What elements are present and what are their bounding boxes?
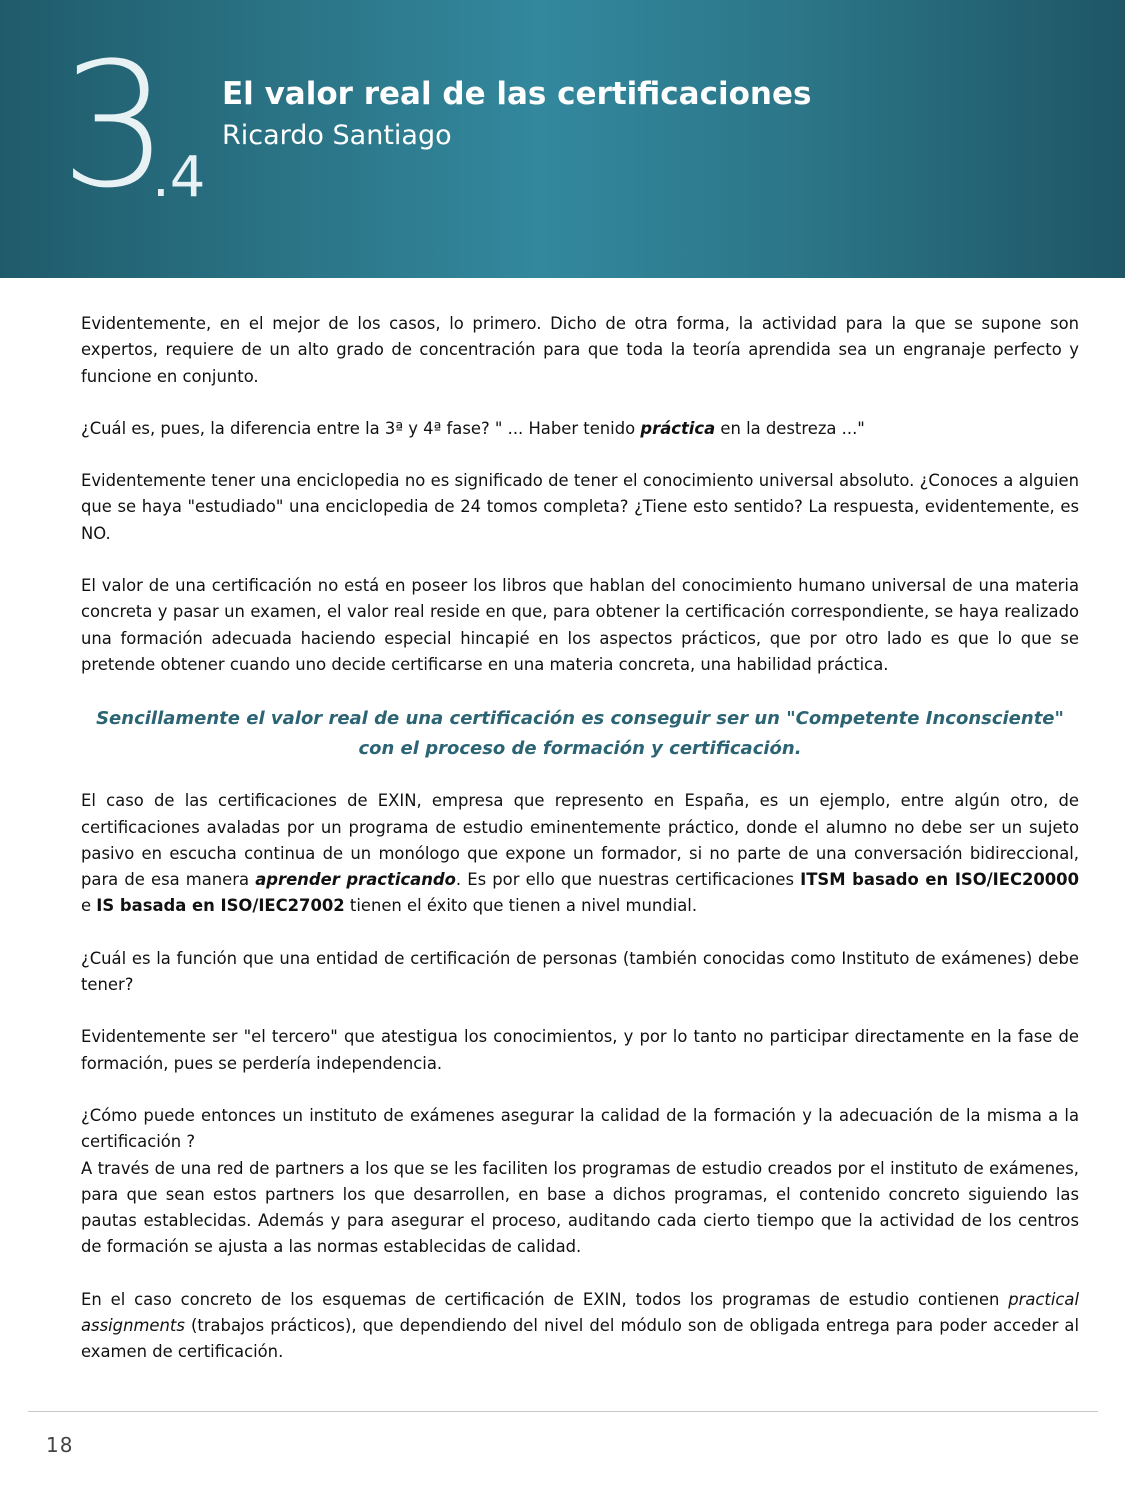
paragraph-1: Evidentemente, en el mejor de los casos, lo primero. Dicho de otra forma, la actividad para la que se supone son expertos, requiere de un alto grado de concentración para que toda la teoría aprendida sea un engranaje perfecto y funcione en conjunto. bbox=[81, 314, 1079, 386]
article-author: Ricardo Santiago bbox=[222, 120, 452, 151]
emphasis-aprender-practicando: aprender practicando bbox=[255, 870, 456, 890]
chapter-number: 3 bbox=[60, 25, 166, 226]
paragraph-9: A través de una red de partners a los que se les faciliten los programas de estudio creados por el instituto de exámenes, para que sean estos partners los que desarrollen, en base a dichos programas, el contenido concreto siguiendo las pautas establecidas. Además y para asegurar el proceso, auditando cada cierto tiempo que la actividad de los centros de formación se ajusta a las normas establecidas de calidad. bbox=[81, 1158, 1079, 1257]
paragraph-10-text-end: (trabajos prácticos), que dependiendo del nivel del módulo son de obligada entrega para poder acceder al examen de certificación. bbox=[81, 1316, 1079, 1362]
paragraph-4: El valor de una certificación no está en poseer los libros que hablan del conocimiento humano universal de una materia concreta y pasar un examen, el valor real reside en que, para obtener la certificación correspondiente, se haya realizado una formación adecuada haciendo especial hincapié en los aspectos prácticos, que por otro lado es que lo que se pretende obtener cuando uno decide certificarse en una materia concreta, una habilidad práctica. bbox=[81, 576, 1079, 674]
paragraph-8: ¿Cómo puede entonces un instituto de exámenes asegurar la calidad de la formación y la adecuación de la misma a la certificación ? bbox=[81, 1105, 1079, 1152]
paragraph-10-text: En el caso concreto de los esquemas de certificación de EXIN, todos los programas de estudio contienen bbox=[81, 1289, 1009, 1309]
chapter-subnumber: .4 bbox=[152, 145, 206, 210]
paragraph-5-text-2: . Es por ello que nuestras certificaciones bbox=[455, 870, 801, 890]
page-number: 18 bbox=[46, 1433, 74, 1457]
pull-quote: Sencillamente el valor real de una certificación es conseguir ser un "Competente Inconsciente" con el proceso de formación y certificación. bbox=[96, 708, 1064, 760]
paragraph-2-text: ¿Cuál es, pues, la diferencia entre la 3ª y 4ª fase? " ... Haber tenido bbox=[81, 418, 641, 438]
paragraph-5-text-4: tienen el éxito que tienen a nivel mundial. bbox=[344, 896, 698, 916]
paragraph-5 bbox=[81, 788, 1079, 919]
paragraph-2 bbox=[81, 416, 1079, 442]
paragraph-2-text-end: en la destreza ..." bbox=[715, 418, 865, 438]
chapter-header-banner bbox=[0, 0, 1125, 278]
bold-is: IS basada en ISO/IEC27002 bbox=[96, 896, 345, 916]
emphasis-practical-assignments: practical assignments bbox=[81, 1289, 1079, 1336]
footer-divider bbox=[28, 1411, 1098, 1412]
emphasis-practica: práctica bbox=[640, 418, 716, 438]
paragraph-10 bbox=[81, 1287, 1079, 1366]
paragraph-3: Evidentemente tener una enciclopedia no es significado de tener el conocimiento universal absoluto. ¿Conoces a alguien que se haya "estudiado" una enciclopedia de 24 tomos completa? ¿Tiene esto sentido? La respuesta, evidentemente, es NO. bbox=[81, 471, 1079, 543]
paragraph-5-text-3: e bbox=[81, 896, 97, 916]
bold-itsm: ITSM basado en ISO/IEC20000 bbox=[800, 870, 1079, 890]
paragraph-7: Evidentemente ser "el tercero" que atestigua los conocimientos, y por lo tanto no participar directamente en la fase de formación, pues se perdería independencia. bbox=[81, 1027, 1079, 1073]
article-body bbox=[81, 311, 1079, 1392]
paragraph-6: ¿Cuál es la función que una entidad de certificación de personas (también conocidas como Instituto de exámenes) debe tener? bbox=[81, 948, 1079, 995]
article-title: El valor real de las certificaciones bbox=[222, 76, 812, 112]
paragraph-5-text: El caso de las certificaciones de EXIN, empresa que represento en España, es un ejemplo, entre algún otro, de certificaciones avaladas por un programa de estudio eminentemente práctico, donde el alumno no debe ser un sujeto pasivo en escucha continua de un monólogo que expone un formador, si no parte de una conversación bidireccional, para de esa manera bbox=[81, 791, 1079, 890]
